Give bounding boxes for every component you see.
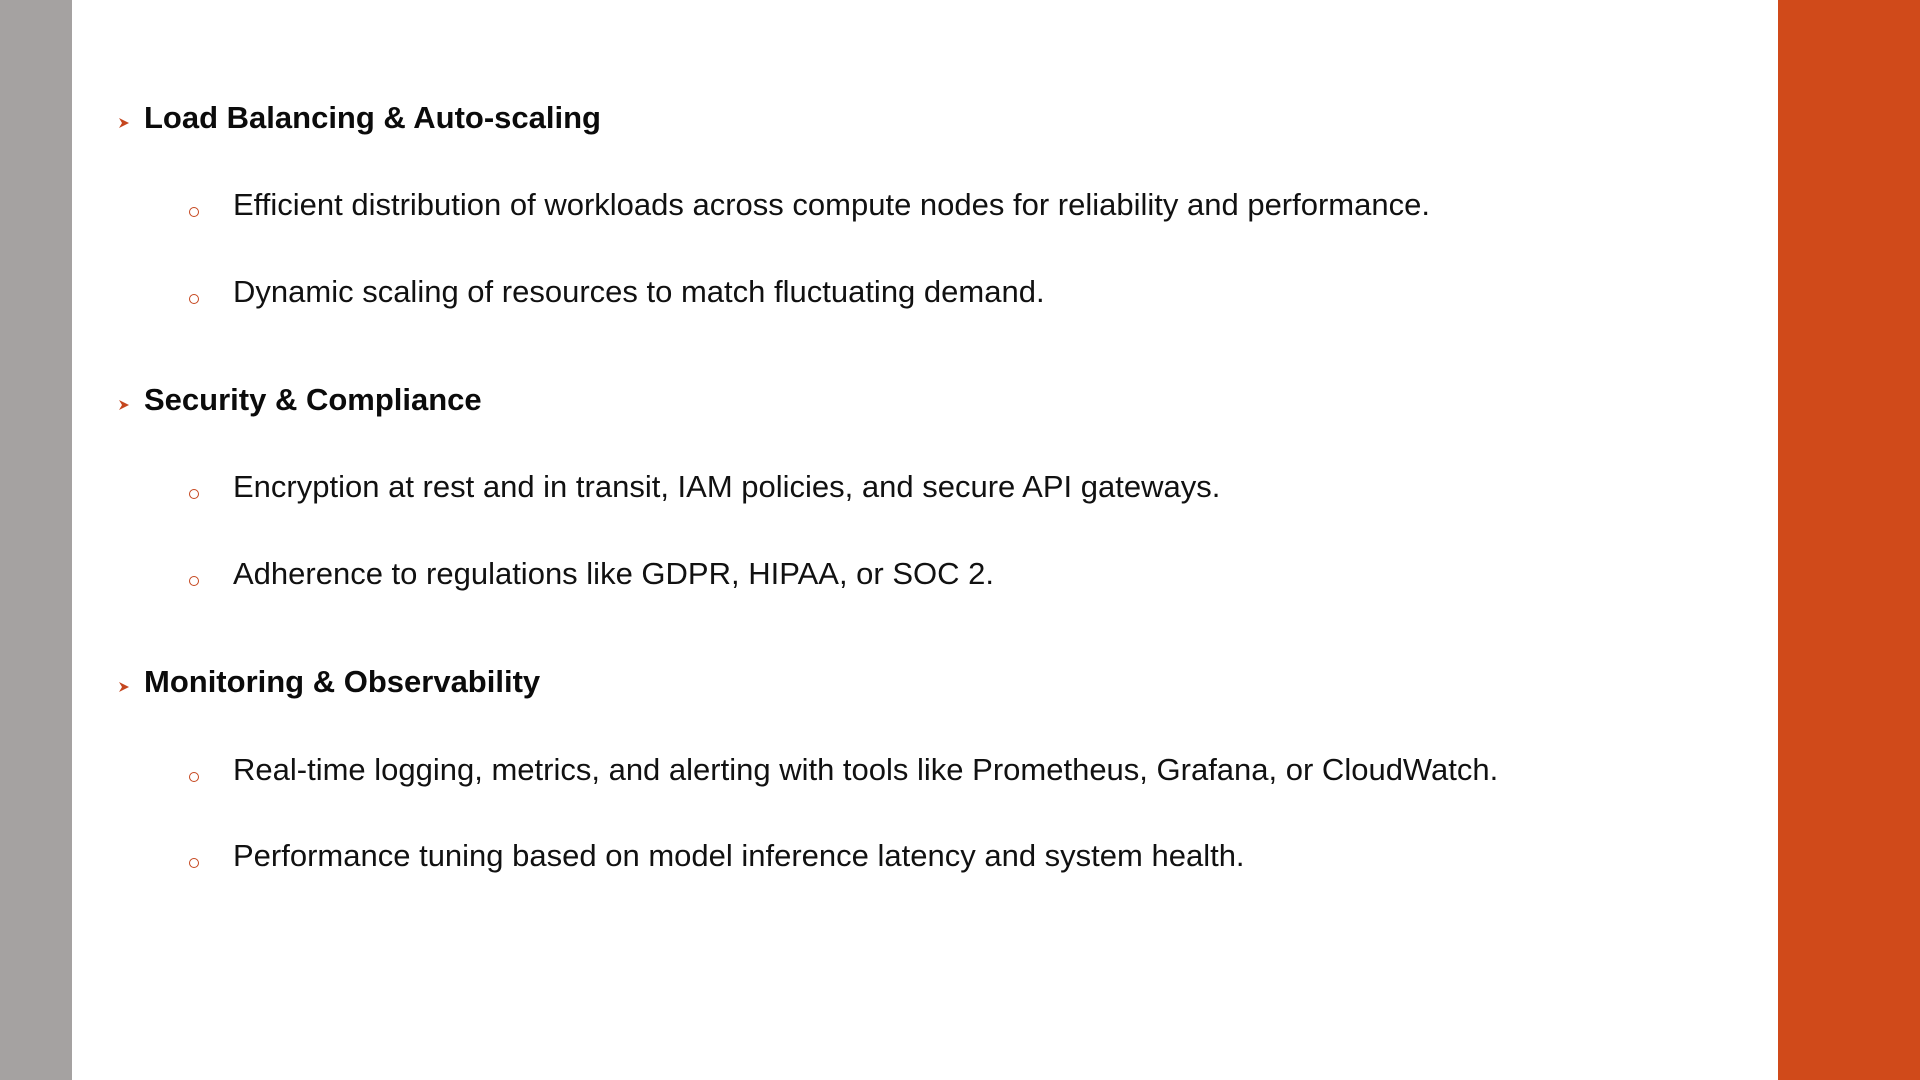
circle-bullet-icon: [189, 489, 199, 499]
list-item: Real-time logging, metrics, and alerting with tools like Prometheus, Grafana, or CloudWatch.: [233, 752, 1499, 787]
arrow-bullet-icon: [117, 116, 131, 130]
list-item: Encryption at rest and in transit, IAM policies, and secure API gateways.: [233, 469, 1221, 504]
right-accent-bar: [1778, 0, 1920, 1080]
circle-bullet-icon: [189, 294, 199, 304]
circle-bullet-icon: [189, 772, 199, 782]
list-item: Dynamic scaling of resources to match fluctuating demand.: [233, 274, 1045, 309]
list-item: Adherence to regulations like GDPR, HIPAA, or SOC 2.: [233, 556, 994, 591]
arrow-bullet-icon: [117, 680, 131, 694]
circle-bullet-icon: [189, 858, 199, 868]
circle-bullet-icon: [189, 576, 199, 586]
section-heading: Load Balancing & Auto-scaling: [144, 100, 601, 135]
section-heading: Security & Compliance: [144, 382, 482, 417]
list-item: Efficient distribution of workloads across compute nodes for reliability and performance.: [233, 187, 1430, 222]
section-heading: Monitoring & Observability: [144, 664, 541, 699]
list-item: Performance tuning based on model inference latency and system health.: [233, 838, 1245, 873]
circle-bullet-icon: [189, 207, 199, 217]
arrow-bullet-icon: [117, 398, 131, 412]
